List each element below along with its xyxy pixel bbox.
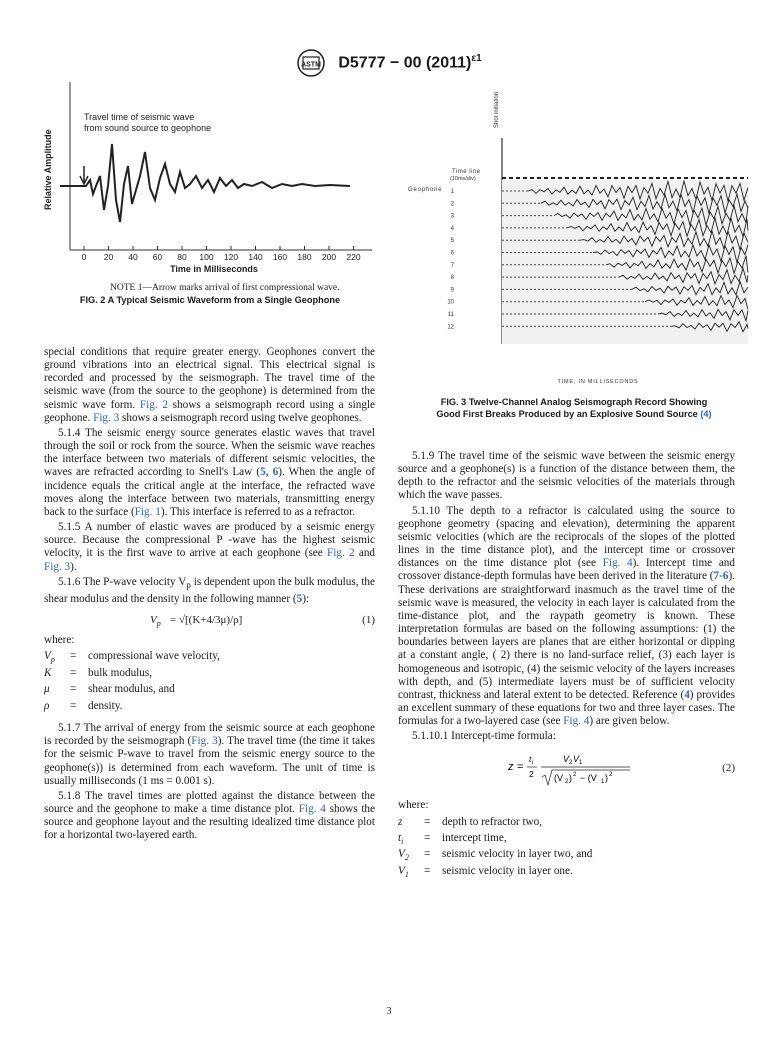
fig3-seismograph	[398, 80, 750, 390]
para-5-1-7: 5.1.7 The arrival of energy from the seismic source at each geophone is recorded by the seismograph (Fig. 3). The travel time (the time it takes for the seismic P-wave to travel from the seismic energy source to the geophone(s)) is determined from each waveform. The unit of time is usually milliseconds (1 ms = 0.001 s).	[44, 722, 375, 787]
svg-text:): )	[569, 773, 572, 784]
svg-text:t: t	[529, 754, 532, 765]
x-tick-label: 100	[199, 252, 214, 262]
time-line-label: Time line	[452, 169, 481, 175]
para-5-1-5: 5.1.5 A number of elastic waves are produced by a seismic energy source. Because the compressional P -wave has the highest seismic velocity, it is the first wave to arrive at each geophone (see Fig. 2 and Fig. 3).	[44, 521, 376, 573]
page-number: 3	[386, 1006, 392, 1017]
definition-row: μ = shear modulus, and	[44, 683, 175, 696]
svg-text:2: 2	[569, 760, 573, 767]
link-fig2[interactable]: Fig. 2	[327, 547, 355, 560]
svg-text:): )	[605, 773, 608, 784]
x-tick-label: 60	[152, 252, 163, 262]
channel-label: 12	[447, 324, 454, 331]
svg-text:− (V: − (V	[580, 773, 597, 784]
para-5-1-10-1: 5.1.10.1 Intercept-time formula:	[412, 730, 556, 743]
channel-label: 11	[447, 312, 454, 318]
ref-7-6[interactable]: 7-6	[713, 570, 729, 583]
equation-2: z = t i 2 V 2 V 1 (V 2 ) 2 − (V 1 ) 2 (2)	[508, 754, 735, 786]
link-fig3[interactable]: Fig. 3	[44, 560, 71, 573]
para-5-1-10: 5.1.10 The depth to a refractor is calculated using the source to geophone geometry (spacing and elevation), determining the apparent seismic velocities (which are the reciprocals of the slopes of the plotted lines in the time distance plot), and the intercept time or crossover distances on the time distance plot (see Fig. 4). Intercept time and crossover distance-depth formulas have been derived in the literature (7-6). These derivations are straightforward inasmuch as the travel time of the seismic wave is measured, the velocity in each layer is calculated from the time-distance plot, and the raypath geometry is known. These interpretation formulas are based on the following assumptions: (1) the boundaries between layers are planes that are either horizontal or dipping at a constant angle, ( 2) there is no land-surface relief, (3) each layer is homogeneous and isotropic, (4) the seismic velocity of the layers increases with depth, and (5) intermediate layers must be of sufficient velocity contrast, thickness and lateral extent to be detected. Reference (4) provides an excellent summary of these equations for two and three layer cases. The formulas for a two-layered case (see Fig. 4) are given below.	[398, 504, 735, 728]
where-block-1: where: $V_p$ = compressional wave velocity, K = bulk modulus, μ = shear modulus, and ρ = density.	[44, 634, 375, 716]
definition-row: z = depth to refractor two,	[398, 815, 543, 828]
fig2-waveform	[40, 80, 380, 280]
fig3-caption-line1: FIG. 3 Twelve-Channel Analog Seismograph Record Showing	[440, 397, 708, 407]
waveform-trace	[60, 144, 350, 222]
svg-text:2: 2	[573, 772, 577, 779]
fig2-note: NOTE 1—Arrow marks arrival of first compressional wave.	[110, 283, 340, 293]
x-tick-label: 120	[223, 252, 239, 262]
x-tick-label: 180	[297, 252, 312, 262]
fig3-caption	[398, 396, 750, 420]
left-column	[44, 346, 375, 845]
definition-row: K = bulk modulus,	[44, 666, 153, 679]
link-fig2[interactable]: Fig. 2	[139, 398, 168, 411]
x-tick-label: 20	[103, 252, 114, 262]
link-fig3[interactable]: Fig. 3	[191, 735, 218, 748]
astm-logo-icon	[296, 48, 326, 78]
channel-label: 7	[450, 262, 454, 269]
channel-label: 6	[450, 250, 454, 257]
channel-label: 3	[450, 213, 454, 220]
channel-label: 8	[450, 275, 454, 282]
x-tick-label: 80	[177, 252, 187, 262]
fig2-annotation-2: from sound source to geophone	[84, 123, 212, 133]
equation-1: $V_p$ = √[(K+4/3μ)/ρ] (1)	[150, 614, 375, 629]
channel-label: 5	[450, 238, 454, 245]
definition-row: $V_1$ = seismic velocity in layer one.	[398, 864, 573, 880]
para-intro: special conditions that require greater energy. Geophones convert the ground vibrations into an electrical signal. This electrical signal is recorded and processed by the seismograph. The travel time of the seismic wave (from the source to the geophone) is determined from the seismic wave form. Fig. 2 shows a seismograph record using a single geophone. Fig. 3 shows a seismograph record using twelve geophones.	[44, 346, 376, 424]
svg-text:z: z	[508, 761, 514, 774]
para-5-1-8: 5.1.8 The travel times are plotted against the distance between the source and the geophone to make a time distance plot. Fig. 4 shows the source and geophone layout and the resulting idealized time distance plot for a horizontal two-layered earth.	[44, 789, 375, 842]
ref-5[interactable]: 5	[296, 593, 303, 606]
svg-text:2: 2	[609, 772, 613, 779]
channel-label: 9	[450, 287, 454, 294]
svg-text:2: 2	[565, 779, 569, 786]
channel-label: 2	[450, 201, 454, 208]
para-5-1-9: 5.1.9 The travel time of the seismic wave between the seismic energy source and a geophone(s) is a function of the distance between them, the depth to the refractor and the seismic velocities of the materials through which the wave passes.	[398, 450, 735, 502]
geophone-label: Geophone	[408, 187, 443, 193]
svg-text:2: 2	[529, 769, 534, 780]
fig2-ylabel: Relative Amplitude	[43, 129, 53, 210]
definition-row: $t_i$ = intercept time,	[398, 832, 507, 847]
x-tick-label: 220	[346, 252, 361, 262]
para-5-1-4: 5.1.4 The seismic energy source generates elastic waves that travel through the soil or rock from the source. When the seismic wave reaches the interface between two materials of different seismic velocities, the waves are refracted according to Snell's Law (5, 6). When the angle of incidence equals the critical angle at the interface, the refracted wave moves along the interface between two materials, transmitting energy back to the surface (Fig. 1). This interface is referred to as a refractor.	[44, 426, 376, 518]
ref-4[interactable]: 4	[684, 688, 690, 701]
svg-text:1: 1	[601, 779, 605, 786]
fig2-xlabel: Time in Milliseconds	[170, 264, 258, 274]
fig2-annotation-1: Travel time of seismic wave	[84, 112, 195, 122]
x-tick-label: 200	[321, 252, 337, 262]
fig3-xlabel: TIME, IN MILLISECONDS	[557, 379, 639, 385]
ref-5-6[interactable]: 5, 6	[260, 466, 279, 479]
para-5-1-6: 5.1.6 The P-wave velocity $V_p$ is dependent upon the bulk modulus, the shear modulus and the density in the following manner (5):	[44, 575, 375, 606]
svg-text:V: V	[563, 754, 570, 765]
fig2-caption: FIG. 2 A Typical Seismic Waveform from a Single Geophone	[79, 295, 341, 305]
definition-row: ρ = density.	[44, 699, 123, 712]
where-block-2: where: z = depth to refractor two, $t_i$ = intercept time, $V_2$ = seismic velocity in layer two, and $V_1$ = seismic velocity in layer one.	[398, 799, 735, 881]
svg-text:(V: (V	[554, 773, 563, 784]
fig3-caption-line2: Good First Breaks Produced by an Explosive Sound Source (4)	[436, 409, 712, 419]
svg-text:ASTM: ASTM	[301, 61, 322, 69]
definition-row: $V_p$ = compressional wave velocity,	[44, 650, 220, 665]
x-tick-label: 0	[81, 252, 87, 262]
channel-label: 1	[450, 189, 454, 195]
x-tick-label: 40	[128, 252, 138, 262]
svg-text:=: =	[517, 761, 524, 774]
svg-text:V: V	[573, 754, 580, 765]
designation: D5777 − 00 $(2011)^{\varepsilon 1}$	[338, 53, 482, 72]
channel-label: 4	[450, 225, 454, 232]
arrow-icon	[80, 166, 88, 184]
x-tick-label: 140	[248, 252, 263, 262]
x-tick-label: 160	[272, 252, 288, 262]
definition-row: $V_2$ = seismic velocity in layer two, and	[398, 848, 593, 863]
page-header	[0, 48, 778, 78]
right-column	[398, 450, 735, 881]
shot-initiation-label: Shot initiation	[494, 91, 500, 128]
svg-text:1: 1	[579, 760, 583, 767]
link-fig4[interactable]: Fig. 4	[602, 557, 633, 570]
svg-text:i: i	[532, 760, 534, 767]
link-fig4[interactable]: Fig. 4	[563, 715, 590, 728]
link-fig3[interactable]: Fig. 3	[93, 411, 120, 424]
fig3-caption-ref[interactable]: (4)	[700, 409, 712, 419]
time-line-sub: (10ms/div)	[450, 176, 476, 182]
channel-label: 10	[447, 299, 454, 306]
link-fig1[interactable]: Fig. 1	[134, 505, 161, 518]
link-fig4[interactable]: Fig. 4	[298, 803, 326, 816]
